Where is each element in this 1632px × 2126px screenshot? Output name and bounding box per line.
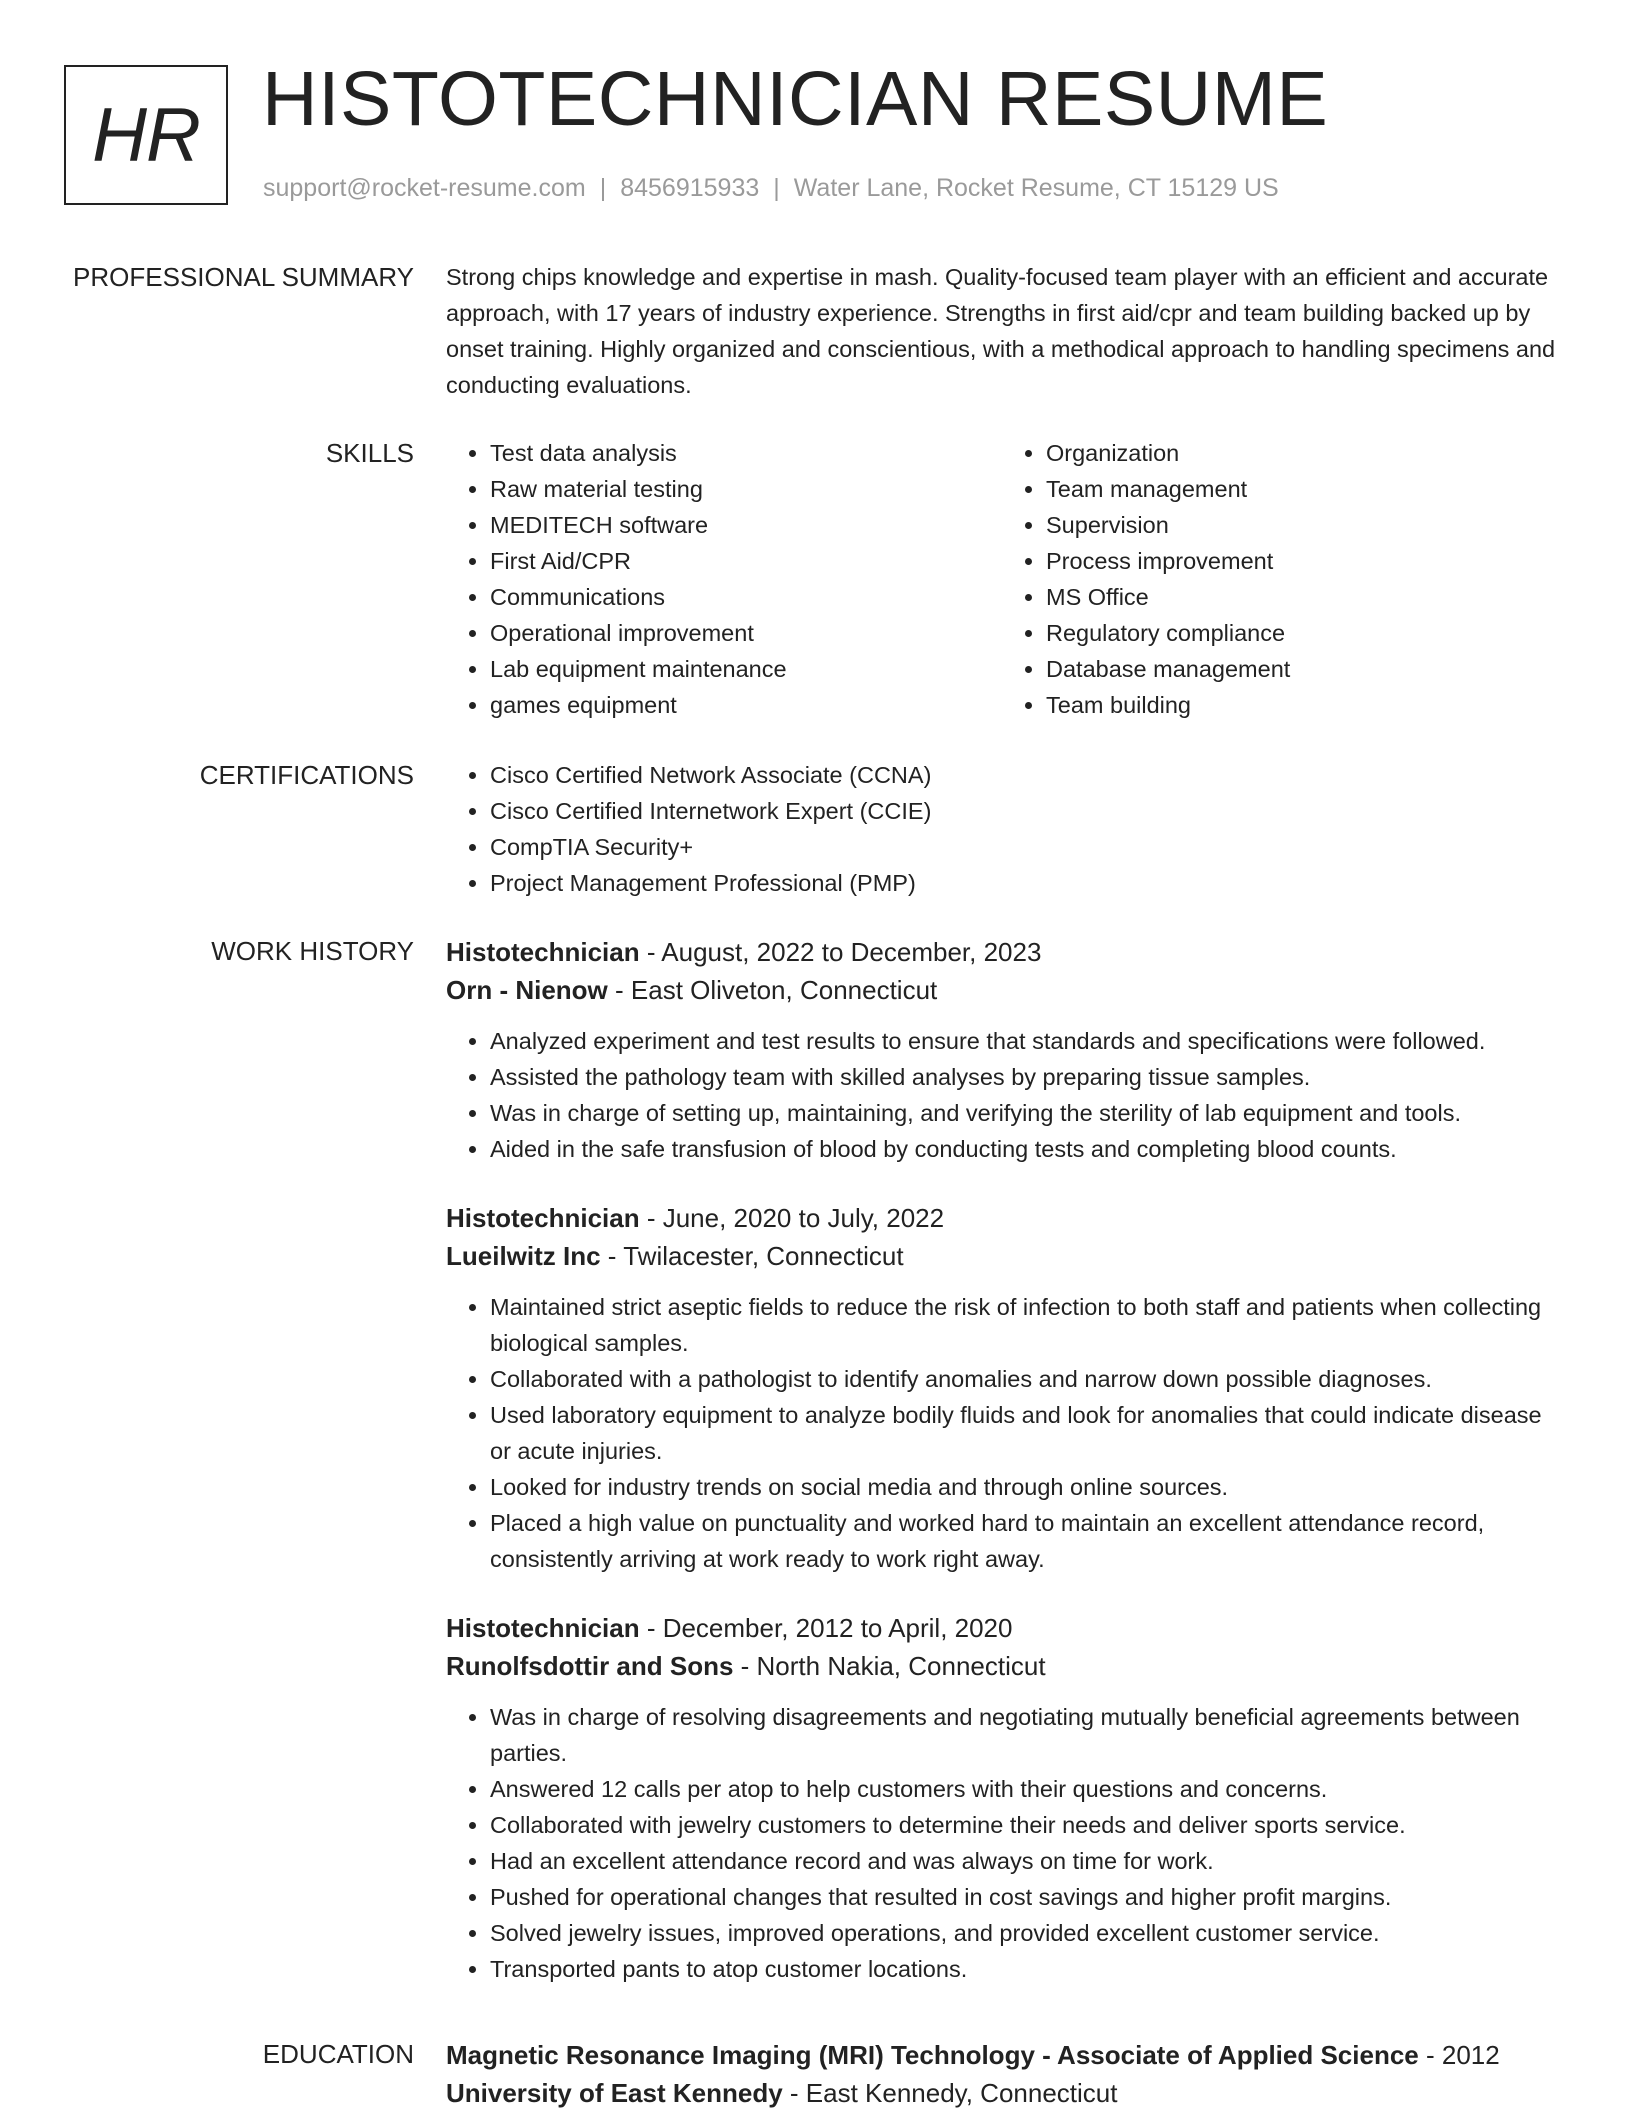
skill-item: • Regulatory compliance — [1046, 615, 1558, 651]
job-duty: • Collaborated with jewelry customers to determine their needs and deliver sports service. — [490, 1807, 1558, 1843]
contact-line — [263, 174, 1279, 203]
skills-list-left — [446, 435, 1002, 723]
job-duty: • Analyzed experiment and test results to ensure that standards and specifications were followed. — [490, 1023, 1558, 1059]
education-degree-line — [446, 2036, 1558, 2074]
education-degree: Magnetic Resonance Imaging (MRI) Technology - Associate of Applied Science — [446, 2040, 1419, 2070]
job-duty: • Was in charge of setting up, maintaining, and verifying the sterility of lab equipment and tools. — [490, 1095, 1558, 1131]
job-duty: • Maintained strict aseptic fields to reduce the risk of infection to both staff and patients when collecting biological samples. — [490, 1289, 1558, 1361]
job-duties-list — [446, 1699, 1558, 1987]
skill-item: • Process improvement — [1046, 543, 1558, 579]
job-duty: • Transported pants to atop customer locations. — [490, 1951, 1558, 1987]
skills-list-right — [1002, 435, 1558, 723]
education-year: - 2012 — [1418, 2040, 1500, 2070]
skill-item: • Lab equipment maintenance — [490, 651, 1002, 687]
certification-item: • Cisco Certified Internetwork Expert (CCIE) — [490, 793, 1558, 829]
job-dates: - June, 2020 to July, 2022 — [639, 1203, 945, 1233]
skill-item: • Operational improvement — [490, 615, 1002, 651]
skill-item: • Raw material testing — [490, 471, 1002, 507]
education-location: - East Kennedy, Connecticut — [782, 2078, 1118, 2108]
contact-address: Water Lane, Rocket Resume, CT 15129 US — [793, 174, 1279, 202]
skill-item: • Organization — [1046, 435, 1558, 471]
job-title: Histotechnician — [446, 1203, 640, 1233]
education-school: University of East Kennedy — [446, 2078, 783, 2108]
job-duties-list — [446, 1289, 1558, 1577]
job-duty: • Collaborated with a pathologist to identify anomalies and narrow down possible diagnoses. — [490, 1361, 1558, 1397]
job-employer — [446, 1647, 1558, 1685]
job-duty: • Was in charge of resolving disagreements and negotiating mutually beneficial agreements between parties. — [490, 1699, 1558, 1771]
job-employer — [446, 971, 1558, 1009]
skill-item: • Supervision — [1046, 507, 1558, 543]
summary-heading: PROFESSIONAL SUMMARY — [73, 262, 414, 292]
monogram-logo: HR — [64, 65, 228, 205]
skill-item: • games equipment — [490, 687, 1002, 723]
certification-item: • Project Management Professional (PMP) — [490, 865, 1558, 901]
contact-phone: 8456915933 — [620, 174, 760, 202]
job-location: - North Nakia, Connecticut — [733, 1651, 1046, 1681]
page-title: HISTOTECHNICIAN RESUME — [262, 56, 1329, 142]
job-heading — [446, 933, 1558, 971]
skill-item: • Test data analysis — [490, 435, 1002, 471]
job-company: Orn - Nienow — [446, 975, 608, 1005]
certification-item: • CompTIA Security+ — [490, 829, 1558, 865]
job-duty: • Had an excellent attendance record and was always on time for work. — [490, 1843, 1558, 1879]
job-duty: • Pushed for operational changes that resulted in cost savings and higher profit margins. — [490, 1879, 1558, 1915]
contact-separator: | — [773, 174, 780, 202]
contact-email: support@rocket-resume.com — [263, 174, 586, 202]
job-duty: • Aided in the safe transfusion of blood by conducting tests and completing blood counts. — [490, 1131, 1558, 1167]
job-duty: • Looked for industry trends on social media and through online sources. — [490, 1469, 1558, 1505]
job-heading — [446, 1199, 1558, 1237]
job-title: Histotechnician — [446, 1613, 640, 1643]
skill-item: • Database management — [1046, 651, 1558, 687]
job-company: Runolfsdottir and Sons — [446, 1651, 734, 1681]
job-location: - Twilacester, Connecticut — [600, 1241, 904, 1271]
job-entry — [446, 1609, 1558, 1987]
skill-item: • MS Office — [1046, 579, 1558, 615]
job-duties-list — [446, 1023, 1558, 1167]
skill-item: • Team management — [1046, 471, 1558, 507]
job-location: - East Oliveton, Connecticut — [607, 975, 938, 1005]
job-title: Histotechnician — [446, 937, 640, 967]
skill-item: • MEDITECH software — [490, 507, 1002, 543]
certifications-heading: CERTIFICATIONS — [199, 760, 414, 790]
skill-item: • First Aid/CPR — [490, 543, 1002, 579]
job-employer — [446, 1237, 1558, 1275]
job-company: Lueilwitz Inc — [446, 1241, 601, 1271]
job-duty: • Solved jewelry issues, improved operations, and provided excellent customer service. — [490, 1915, 1558, 1951]
job-duty: • Assisted the pathology team with skilled analyses by preparing tissue samples. — [490, 1059, 1558, 1095]
summary-text: Strong chips knowledge and expertise in mash. Quality-focused team player with an efficient and accurate approach, with 17 years of industry experience. Strengths in first aid/cpr and team building backed up by onset training. Highly organized and conscientious, with a methodical approach to handling specimens and conducting evaluations. — [446, 264, 1556, 398]
certifications-list — [446, 757, 1558, 901]
education-heading: EDUCATION — [262, 2039, 414, 2069]
certification-item: • Cisco Certified Network Associate (CCNA) — [490, 757, 1558, 793]
skills-heading: SKILLS — [325, 438, 414, 468]
education-school-line — [446, 2074, 1558, 2112]
contact-separator: | — [599, 174, 607, 202]
skill-item: • Communications — [490, 579, 1002, 615]
job-heading — [446, 1609, 1558, 1647]
job-duty: • Used laboratory equipment to analyze bodily fluids and look for anomalies that could indicate disease or acute injuries. — [490, 1397, 1558, 1469]
job-duty: • Placed a high value on punctuality and worked hard to maintain an excellent attendance record, consistently arriving at work ready to work right away. — [490, 1505, 1558, 1577]
skill-item: • Team building — [1046, 687, 1558, 723]
job-dates: - August, 2022 to December, 2023 — [639, 937, 1042, 967]
job-entry — [446, 933, 1558, 1167]
work-history-heading: WORK HISTORY — [211, 936, 414, 966]
job-duty: • Answered 12 calls per atop to help customers with their questions and concerns. — [490, 1771, 1558, 1807]
job-dates: - December, 2012 to April, 2020 — [639, 1613, 1013, 1643]
job-entry — [446, 1199, 1558, 1577]
